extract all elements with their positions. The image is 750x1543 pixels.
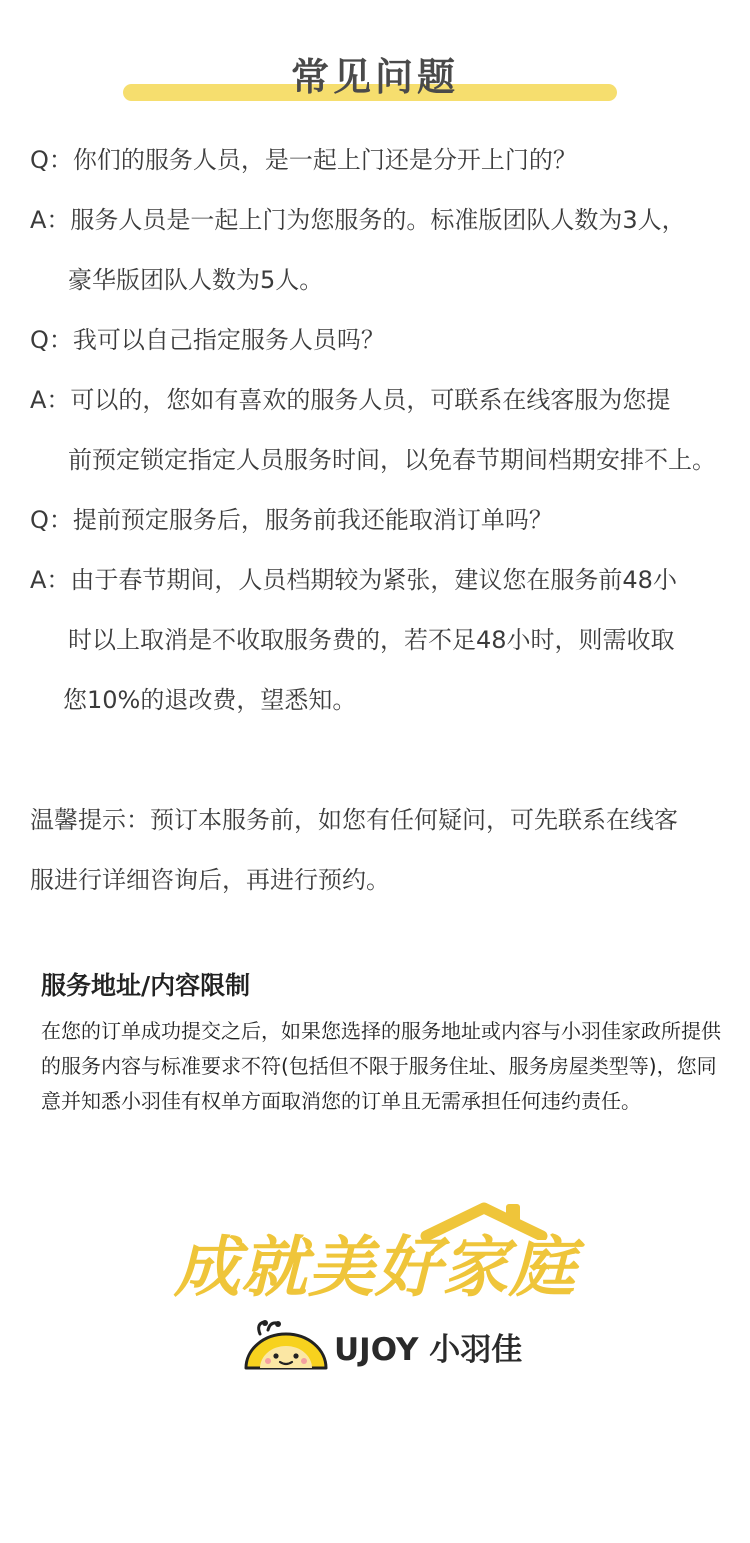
faq-question-2: Q：我可以自己指定服务人员吗？ bbox=[30, 326, 385, 354]
brand-logo bbox=[244, 1320, 523, 1370]
faq-answer-3: A：由于春节期间，人员档期较为紧张，建议您在服务前48小 bbox=[30, 566, 677, 594]
faq-question-1: Q：你们的服务人员，是一起上门还是分开上门的？ bbox=[30, 146, 577, 174]
faq-question-3: Q：提前预定服务后，服务前我还能取消订单吗？ bbox=[30, 506, 553, 534]
restriction-title: 服务地址/内容限制 bbox=[41, 971, 251, 1000]
brand-name: UJOY 小羽佳 bbox=[334, 1332, 523, 1368]
slogan-text: 成就美好家庭 bbox=[174, 1229, 576, 1306]
faq-answer-2: A：可以的，您如有喜欢的服务人员，可联系在线客服为您提 bbox=[30, 386, 671, 414]
slogan-logo bbox=[170, 1200, 580, 1310]
bee-mascot-icon bbox=[244, 1320, 330, 1370]
page-title: 常见问题 bbox=[290, 55, 459, 99]
faq-answer-3-cont-2: 您10%的退改费，望悉知。 bbox=[63, 686, 357, 714]
faq-answer-3-cont: 时以上取消是不收取服务费的，若不足48小时，则需收取 bbox=[68, 626, 675, 654]
faq-answer-1-cont: 豪华版团队人数为5人。 bbox=[68, 266, 324, 294]
tips-line-1: 温馨提示：预订本服务前，如您有任何疑问，可先联系在线客 bbox=[30, 806, 678, 834]
faq-answer-1: A：服务人员是一起上门为您服务的。标准版团队人数为3人， bbox=[30, 206, 686, 234]
faq-header bbox=[0, 52, 750, 112]
restriction-body: 在您的订单成功提交之后，如果您选择的服务地址或内容与小羽佳家政所提供的服务内容与标准要求不符(包括但不限于服务住址、服务房屋类型等)，您同意并知悉小羽佳有权单方面取消您的订单且无需承担任何违约责任。 bbox=[41, 1019, 721, 1113]
tips-line-2: 服进行详细咨询后，再进行预约。 bbox=[30, 866, 390, 894]
faq-answer-2-cont: 前预定锁定指定人员服务时间，以免春节期间档期安排不上。 bbox=[68, 446, 716, 474]
